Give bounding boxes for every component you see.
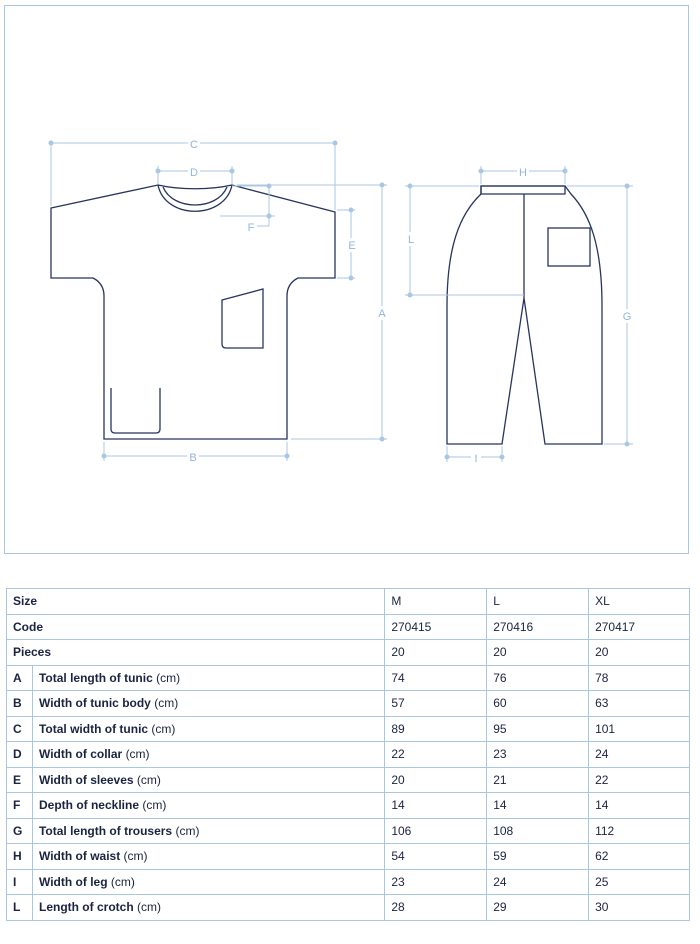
measurement-name: Width of tunic body [38,696,151,711]
measurement-unit: (cm) [142,798,167,813]
table-row [7,742,690,768]
measurement-unit: (cm) [175,823,200,838]
row-description [32,793,384,819]
table-cell: 21 [487,767,589,793]
dim-label-i: I [474,453,478,465]
table-cell: 270417 [589,614,690,640]
dim-label-c: C [190,139,198,151]
row-letter: I [7,869,33,895]
table-cell: 101 [589,716,690,742]
row-description [32,818,384,844]
row-letter: C [7,716,33,742]
row-letter: H [7,844,33,870]
garment-diagram [4,5,689,554]
dim-label-g: G [622,311,632,323]
trousers-pocket [548,228,590,266]
table-cell: 108 [487,818,589,844]
row-description [32,844,384,870]
table-row [7,869,690,895]
dim-label-f: F [247,222,255,234]
row-description [32,767,384,793]
table-header-row [7,640,690,666]
table-cell: 76 [487,665,589,691]
row-label: Size [7,589,385,615]
table-cell: 28 [385,895,487,921]
table-cell: 14 [487,793,589,819]
table-cell: 20 [589,640,690,666]
row-letter: E [7,767,33,793]
table-cell: 270415 [385,614,487,640]
table-cell: 29 [487,895,589,921]
table-row [7,793,690,819]
trousers-waistband [481,186,565,194]
measurement-unit: (cm) [123,849,148,864]
measurement-unit: (cm) [125,747,150,762]
row-letter: G [7,818,33,844]
table-row [7,818,690,844]
dim-label-d: D [190,167,198,179]
dim-label-h: H [519,167,527,179]
table-cell: 270416 [487,614,589,640]
measurement-name: Total length of tunic [38,670,153,685]
measurement-unit: (cm) [154,696,179,711]
table-cell: 30 [589,895,690,921]
table-cell: M [385,589,487,615]
table-row [7,844,690,870]
tunic-outline [51,185,335,439]
row-description [32,716,384,742]
table-cell: 22 [385,742,487,768]
row-letter: A [7,665,33,691]
measurement-unit: (cm) [110,874,135,889]
table-cell: 24 [487,869,589,895]
table-cell: 54 [385,844,487,870]
row-letter: B [7,691,33,717]
table-cell: 74 [385,665,487,691]
measurement-name: Width of sleeves [38,772,134,787]
table-header-row [7,589,690,615]
measurement-unit: (cm) [136,772,161,787]
table-cell: 57 [385,691,487,717]
table-cell: 106 [385,818,487,844]
measurement-name: Width of waist [38,849,121,864]
table-cell: 89 [385,716,487,742]
table-cell: 95 [487,716,589,742]
row-description [32,742,384,768]
table-cell: 22 [589,767,690,793]
dim-label-b: B [189,452,197,464]
row-description [32,895,384,921]
table-row [7,716,690,742]
table-cell: 14 [385,793,487,819]
row-letter: D [7,742,33,768]
measurement-name: Total length of trousers [38,823,173,838]
measurement-unit: (cm) [156,670,181,685]
table-cell: 59 [487,844,589,870]
measurement-name: Width of collar [38,747,123,762]
row-letter: F [7,793,33,819]
table-cell: 112 [589,818,690,844]
table-cell: 24 [589,742,690,768]
dim-label-e: E [348,240,356,252]
table-cell: 20 [487,640,589,666]
table-cell: 14 [589,793,690,819]
measurement-name: Width of leg [38,874,108,889]
row-description [32,691,384,717]
table-row [7,895,690,921]
table-cell: 23 [385,869,487,895]
measurement-name: Depth of neckline [38,798,139,813]
measurement-unit: (cm) [137,900,161,915]
table-cell: 20 [385,640,487,666]
dim-label-l: L [407,234,415,246]
row-label: Pieces [7,640,385,666]
table-row [7,665,690,691]
size-table-body [7,589,690,921]
table-cell: 63 [589,691,690,717]
table-cell: 78 [589,665,690,691]
row-label: Code [7,614,385,640]
tunic-lower-pocket [111,388,160,433]
row-description [32,665,384,691]
table-header-row [7,614,690,640]
measurement-name: Total width of tunic [38,721,149,736]
measurement-unit: (cm) [151,721,176,736]
table-row [7,691,690,717]
table-cell: 25 [589,869,690,895]
table-row [7,767,690,793]
row-description [32,869,384,895]
table-cell: 20 [385,767,487,793]
table-cell: 23 [487,742,589,768]
table-cell: XL [589,589,690,615]
measurement-name: Length of crotch [38,900,134,915]
table-cell: L [487,589,589,615]
row-letter: L [7,895,33,921]
table-cell: 62 [589,844,690,870]
garment-drawing [5,6,690,555]
dim-label-a: A [378,308,386,320]
size-table [6,588,690,921]
tunic-chest-pocket [222,289,263,348]
table-cell: 60 [487,691,589,717]
